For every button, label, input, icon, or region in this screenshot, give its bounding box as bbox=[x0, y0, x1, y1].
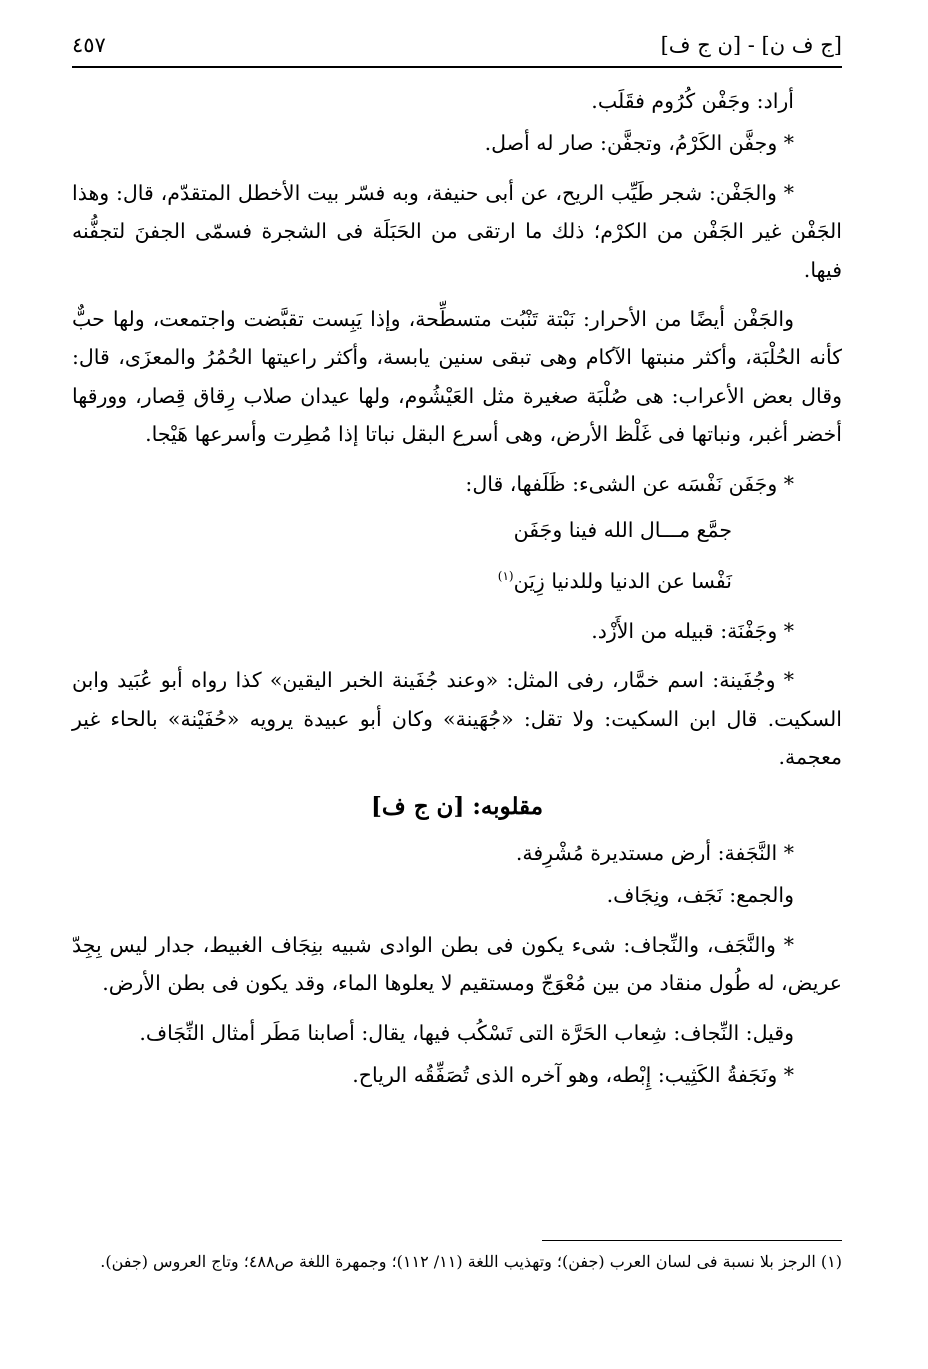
paragraph: * النَّجَفة: أرض مستديرة مُشْرِفة. bbox=[515, 840, 794, 865]
paragraph: * وجُفَينة: اسم خمَّار، رفى المثل: «وعند جُفَينة الخبر اليقين» كذا رواه أبو عُبَيد وابن السكيت. قال ابن السكيت: ولا تقل: «جُهَينة» وكان أبو عبيدة يرويه «حُفَيْنة» بالحاء غير معجمة. bbox=[72, 668, 842, 770]
paragraph: * وجفَّن الكَرْمُ، وتجفَّن: صار له أصل. bbox=[484, 131, 794, 156]
paragraph: والجمع: نَجَف، ونِجَاف. bbox=[606, 883, 794, 908]
paragraph: والجَفْن أيضًا من الأحرار: نَبْتة تَنْبُت متسطِّحة، وإذا يَبِست تقبَّضت واجتمعت، ولها حبٌّ كأنه الحُلْبَة، وأكثر منبتها الآكام وهى تبقى سنين يابسة، وأكثر راعيتها الحُمُرُ والمعزَى، قال: وقال بعض الأعراب: هى صُلْبَة صغيرة مثل العَيْشُوم، ولها عيدان صلاب رِقاق قِصار، وورقها أخضر أغبر، ونباتها فى غَلْظ الأرض، وهى أسرع البقل نباتا إذا مُطِرت وأسرعها هَيْجا. bbox=[72, 307, 842, 447]
paragraph: * والجَفْن: شجر طَيِّب الريح، عن أبى حنيفة، وبه فسّر بيت الأخطل المتقدّم، قال: وهذا الجَفْن غير الجَفْن من الكرْم؛ ذلك ما ارتقى من الحَبَلَة فى الشجرة فسمّى الجفنَ لتجفُّنه فيها. bbox=[72, 180, 842, 282]
footnote-marker: (١) bbox=[497, 569, 514, 584]
footnote: (١) الرجز بلا نسبة فى لسان العرب (جفن)؛ وتهذيب اللغة (١١/ ١١٢)؛ وجمهرة اللغة ص٤٨٨؛ وتاج العروس (جفن). bbox=[100, 1252, 842, 1271]
footnotes bbox=[72, 1248, 842, 1276]
verse-block bbox=[72, 507, 842, 604]
section-heading: مقلوبه: [ن ج ف] bbox=[370, 792, 544, 820]
verse-text: نَفْسا عن الدنيا وللدنيا زِيَن bbox=[513, 568, 732, 593]
header-rule bbox=[72, 66, 842, 68]
page-number: ٤٥٧ bbox=[72, 33, 106, 57]
main-text bbox=[72, 82, 842, 1105]
paragraph: أراد: وجَفْن كُرُوم فقَلَب. bbox=[591, 89, 794, 113]
paragraph: * وجَفَن نَفْسَه عن الشىء: ظَلَفها، قال: bbox=[465, 471, 794, 496]
root-label: [ج ف ن] - [ن ج ف] bbox=[660, 33, 842, 57]
paragraph: * والنَّجَف، والنِّجاف: شىء يكون فى بطن الوادى شبيه بنِجَاف الغبيط، جدار ليس بِجِدّ عريض، له طُول منقاد من بين مُعْوَجّ ومستقيم لا يعلوها الماء، وقد يكون فى بطن الأرض. bbox=[72, 932, 842, 996]
paragraph: * وجَفْنَة: قبيله من الأَزْد. bbox=[591, 618, 794, 643]
footnote-rule bbox=[542, 1240, 842, 1241]
verse-line bbox=[72, 553, 842, 604]
running-head bbox=[72, 30, 842, 60]
paragraph: وقيل: النِّجاف: شِعاب الحَرَّة التى تَسْكُب فيها، يقال: أصابنا مَطَر أمثال النِّجَاف. bbox=[139, 1020, 794, 1045]
paragraph: * ونَجَفةُ الكَثِيب: إِبْطه، وهو آخره الذى تُصَفِّقُه الرياح. bbox=[352, 1062, 794, 1087]
verse-line: جمَّع مـــال الله فينا وجَفَن bbox=[513, 518, 732, 543]
